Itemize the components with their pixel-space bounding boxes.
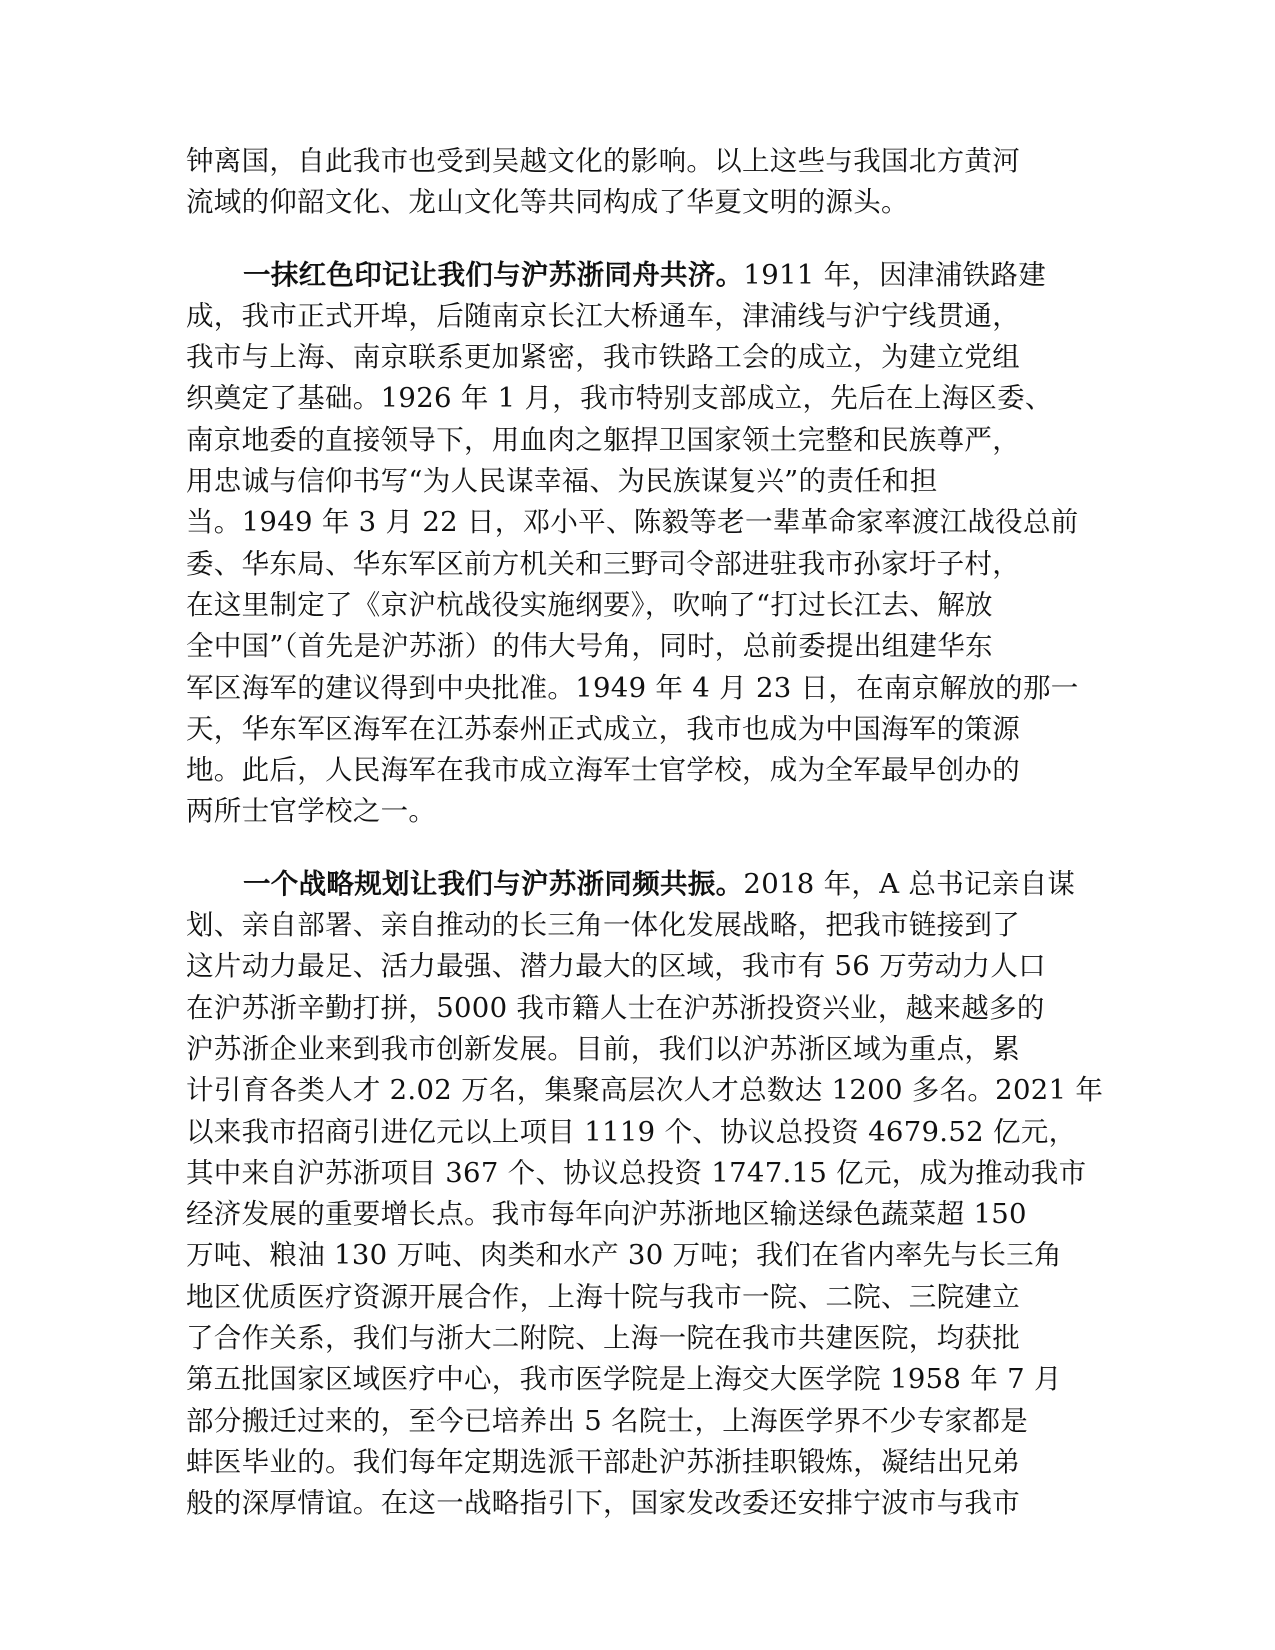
text-line: 蚌医毕业的。我们每年定期选派干部赴沪苏浙挂职锻炼，凝结出兄弟 (186, 1445, 1020, 1478)
paragraph-gap (186, 833, 1086, 864)
text-line: 委、华东局、华东军区前方机关和三野司令部进驻我市孙家圩子村， (186, 547, 1020, 580)
paragraph-lead-rest: 1911 年，因津浦铁路建 (743, 258, 1047, 291)
text-line: 般的深厚情谊。在这一战略指引下，国家发改委还安排宁波市与我市 (186, 1487, 1020, 1520)
text-line: 经济发展的重要增长点。我市每年向沪苏浙地区输送绿色蔬菜超 150 (186, 1198, 1027, 1231)
text-line: 以来我市招商引进亿元以上项目 1119 个、协议总投资 4679.52 亿元， (186, 1115, 1077, 1148)
text-line: 计引育各类人才 2.02 万名，集聚高层次人才总数达 1200 多名。2021 年 (186, 1074, 1104, 1107)
text-line: 在这里制定了《京沪杭战役实施纲要》，吹响了“打过长江去、解放 (186, 588, 993, 621)
text-line: 其中来自沪苏浙项目 367 个、协议总投资 1747.15 亿元，成为推动我市 (186, 1156, 1087, 1189)
text-line: 部分搬迁过来的，至今已培养出 5 名院士，上海医学界不少专家都是 (186, 1404, 1029, 1437)
text-line: 成，我市正式开埠，后随南京长江大桥通车，津浦线与沪宁线贯通， (186, 299, 1020, 332)
text-line: 第五批国家区域医疗中心，我市医学院是上海交大医学院 1958 年 7 月 (186, 1363, 1062, 1396)
text-line: 南京地委的直接领导下，用血肉之躯捍卫国家领土完整和民族尊严， (186, 423, 1020, 456)
paragraph-lead-heading: 一抹红色印记让我们与沪苏浙同舟共济。 (243, 258, 744, 291)
paragraph-lead-heading: 一个战略规划让我们与沪苏浙同频共振。 (243, 867, 744, 900)
paragraph-first-line (186, 255, 1086, 296)
text-line: 军区海军的建议得到中央批准。1949 年 4 月 23 日，在南京解放的那一 (186, 671, 1079, 704)
text-line: 全中国”（首先是沪苏浙）的伟大号角，同时，总前委提出组建华东 (186, 630, 993, 663)
text-line: 天，华东军区海军在江苏泰州正式成立，我市也成为中国海军的策源 (186, 712, 1020, 745)
paragraph-lead-rest: 2018 年，A 总书记亲自谋 (743, 867, 1076, 900)
text-line: 了合作关系，我们与浙大二附院、上海一院在我市共建医院，均获批 (186, 1322, 1020, 1355)
paragraph-1 (186, 141, 1086, 224)
document-body (186, 141, 1104, 1525)
text-line: 地。此后，人民海军在我市成立海军士官学校，成为全军最早创办的 (186, 754, 1020, 787)
text-line: 当。1949 年 3 月 22 日，邓小平、陈毅等老一辈革命家率渡江战役总前 (186, 506, 1079, 539)
text-line: 流域的仰韶文化、龙山文化等共同构成了华夏文明的源头。 (186, 186, 909, 219)
text-line: 地区优质医疗资源开展合作，上海十院与我市一院、二院、三院建立 (186, 1280, 1020, 1313)
text-line: 两所士官学校之一。 (186, 795, 437, 828)
text-line: 沪苏浙企业来到我市创新发展。目前，我们以沪苏浙区域为重点，累 (186, 1032, 1020, 1065)
text-line: 我市与上海、南京联系更加紧密，我市铁路工会的成立，为建立党组 (186, 341, 1020, 374)
paragraph-gap (186, 224, 1086, 255)
paragraph-3 (186, 864, 1104, 1525)
text-line: 划、亲自部署、亲自推动的长三角一体化发展战略，把我市链接到了 (186, 909, 1020, 942)
paragraph-first-line (186, 864, 1086, 905)
text-line: 用忠诚与信仰书写“为人民谋幸福、为民族谋复兴”的责任和担 (186, 465, 938, 498)
text-line: 钟离国，自此我市也受到吴越文化的影响。以上这些与我国北方黄河 (186, 145, 1020, 177)
text-line: 在沪苏浙辛勤打拼，5000 我市籍人士在沪苏浙投资兴业，越来越多的 (186, 991, 1045, 1024)
text-line: 这片动力最足、活力最强、潜力最大的区域，我市有 56 万劳动力人口 (186, 950, 1046, 983)
paragraph-2 (186, 255, 1086, 833)
text-line: 织奠定了基础。1926 年 1 月，我市特别支部成立，先后在上海区委、 (186, 382, 1053, 415)
text-line: 万吨、粮油 130 万吨、肉类和水产 30 万吨；我们在省内率先与长三角 (186, 1239, 1062, 1272)
